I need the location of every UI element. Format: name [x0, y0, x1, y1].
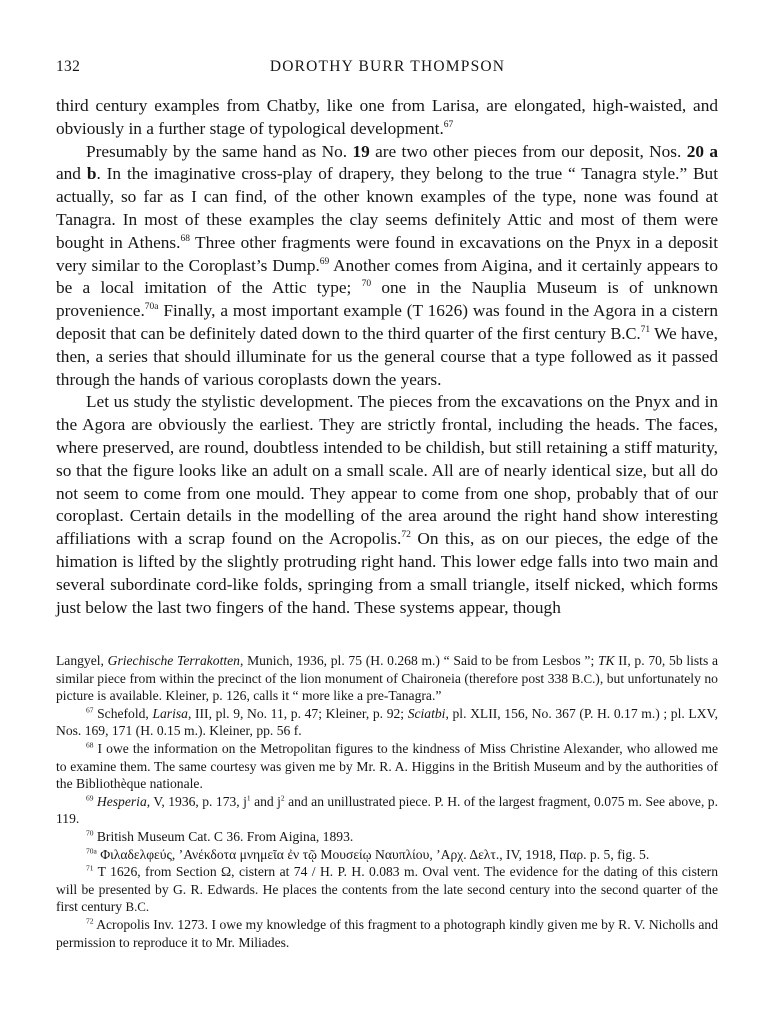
running-title: DOROTHY BURR THOMPSON — [269, 58, 506, 75]
running-header — [56, 58, 719, 80]
footnote-70a: $^{70a}$ Φιλαδελφεύς, ’Ανέκδοτα μνημεῖα ἐν τῷ Μουσείῳ Ναυπλίου, ’Αρχ. Δελτ., IV, 1918, Παρ. p. 5, fig. 5. — [86, 845, 650, 862]
footnote-72: $^{72}$ Acropolis Inv. 1273. I owe my knowledge of this fragment to a photograph kindly given me by R. V. Nicholls and permission to reproduce it to Mr. Miliades. — [56, 916, 718, 950]
footnote-continued: Langyel, Griechische Terrakotten, Munich, 1936, pl. 75 (H. 0.268 m.) “ Said to be from Lesbos ”; TK II, p. 70, 5b lists a similar piece from within the precinct of the lion monument of Chaironeia (therefore post 338 B.C.), but unfortunately no picture is available. Kleiner, p. 126, calls it “ more like a pre-Tanagra.” — [56, 653, 718, 704]
paragraph-1: third century examples from Chatby, like one from Larisa, are elongated, high-waisted, and obviously in a further stage of typological development.$^{67}$ — [56, 96, 718, 138]
footnote-67: $^{67}$ Schefold, Larisa, III, pl. 9, No. 11, p. 47; Kleiner, p. 92; Sciatbi, pl. XLII, 156, No. 367 (P. H. 0.17 m.) ; pl. LXV, Nos. 169, 171 (H. 0.15 m.). Kleiner, pp. 56 f. — [56, 705, 718, 739]
page-number: 132 — [56, 58, 81, 75]
paragraph-2: Presumably by the same hand as No. 19 are two other pieces from our deposit, Nos. 20 a and b. In the imaginative cross-play of drapery, they belong to the true “ Tanagra style.” But actually, so far as I can find, of the other known examples of the type, none was found at Tanagra. In most of these examples the clay seems definitely Attic and most of them were bought in Athens.$^{68}$ Three other fragments were found in excavations on the Pnyx in a deposit very similar to the Coroplast’s Dump.$^{69}$ Another comes from Aigina, and it certainly appears to be a local imitation of the Attic type; $^{70}$ one in the Nauplia Museum is of unknown provenience.$^{70a}$ Finally, a most important example (T 1626) was found in the Agora in a cistern deposit that can be definitely dated down to the third quarter of the first century B.C.$^{71}$ We have, then, a series that should illuminate for us the general course that a type followed as it passed through the hands of various coroplasts down the years. — [56, 141, 719, 389]
footnote-68: $^{68}$ I owe the information on the Metropolitan figures to the kindness of Miss Christine Alexander, who allowed me to examine them. The same courtesy was given me by Mr. R. A. Higgins in the British Museum and by the authorities of the Bibliothèque nationale. — [56, 740, 718, 792]
paragraph-3: Let us study the stylistic development. The pieces from the excavations on the Pnyx and in the Agora are obviously the earliest. They are strictly frontal, including the heads. The faces, where preserved, are round, doubtless intended to be childish, but still retaining a stiff maturity, so that the figure looks like an adult on a small scale. All are of nearly identical size, but all do not seem to come from one mould. They appear to come from one shop, probably that of our coroplast. Certain details in the modelling of the area around the right hand show interesting affiliations with a scrap found on the Acropolis.$^{72}$ On this, as on our pieces, the edge of the himation is lifted by the slightly protruding right hand. This lower edge falls into two main and several subordinate cord-like folds, springing from a small triangle, itself nicked, which forms just below the last two fingers of the hand. These systems appear, though — [56, 392, 718, 617]
main-text — [56, 95, 718, 619]
footnotes — [56, 652, 718, 951]
footnote-71: $^{71}$ T 1626, from Section Ω, cistern at 74 / H. P. H. 0.083 m. Oval vent. The evidence for the dating of this cistern will be presented by G. R. Edwards. He places the contents from the late second century into the second quarter of the first century B.C. — [56, 863, 718, 915]
footnote-70: $^{70}$ British Museum Cat. C 36. From Aigina, 1893. — [86, 828, 354, 844]
footnote-69: $^{69}$ Hesperia, V, 1936, p. 173, $j^1$ and $j^2$ and an unillustrated piece. P. H. of the largest fragment, 0.075 m. See above, p. 119. — [56, 793, 718, 827]
